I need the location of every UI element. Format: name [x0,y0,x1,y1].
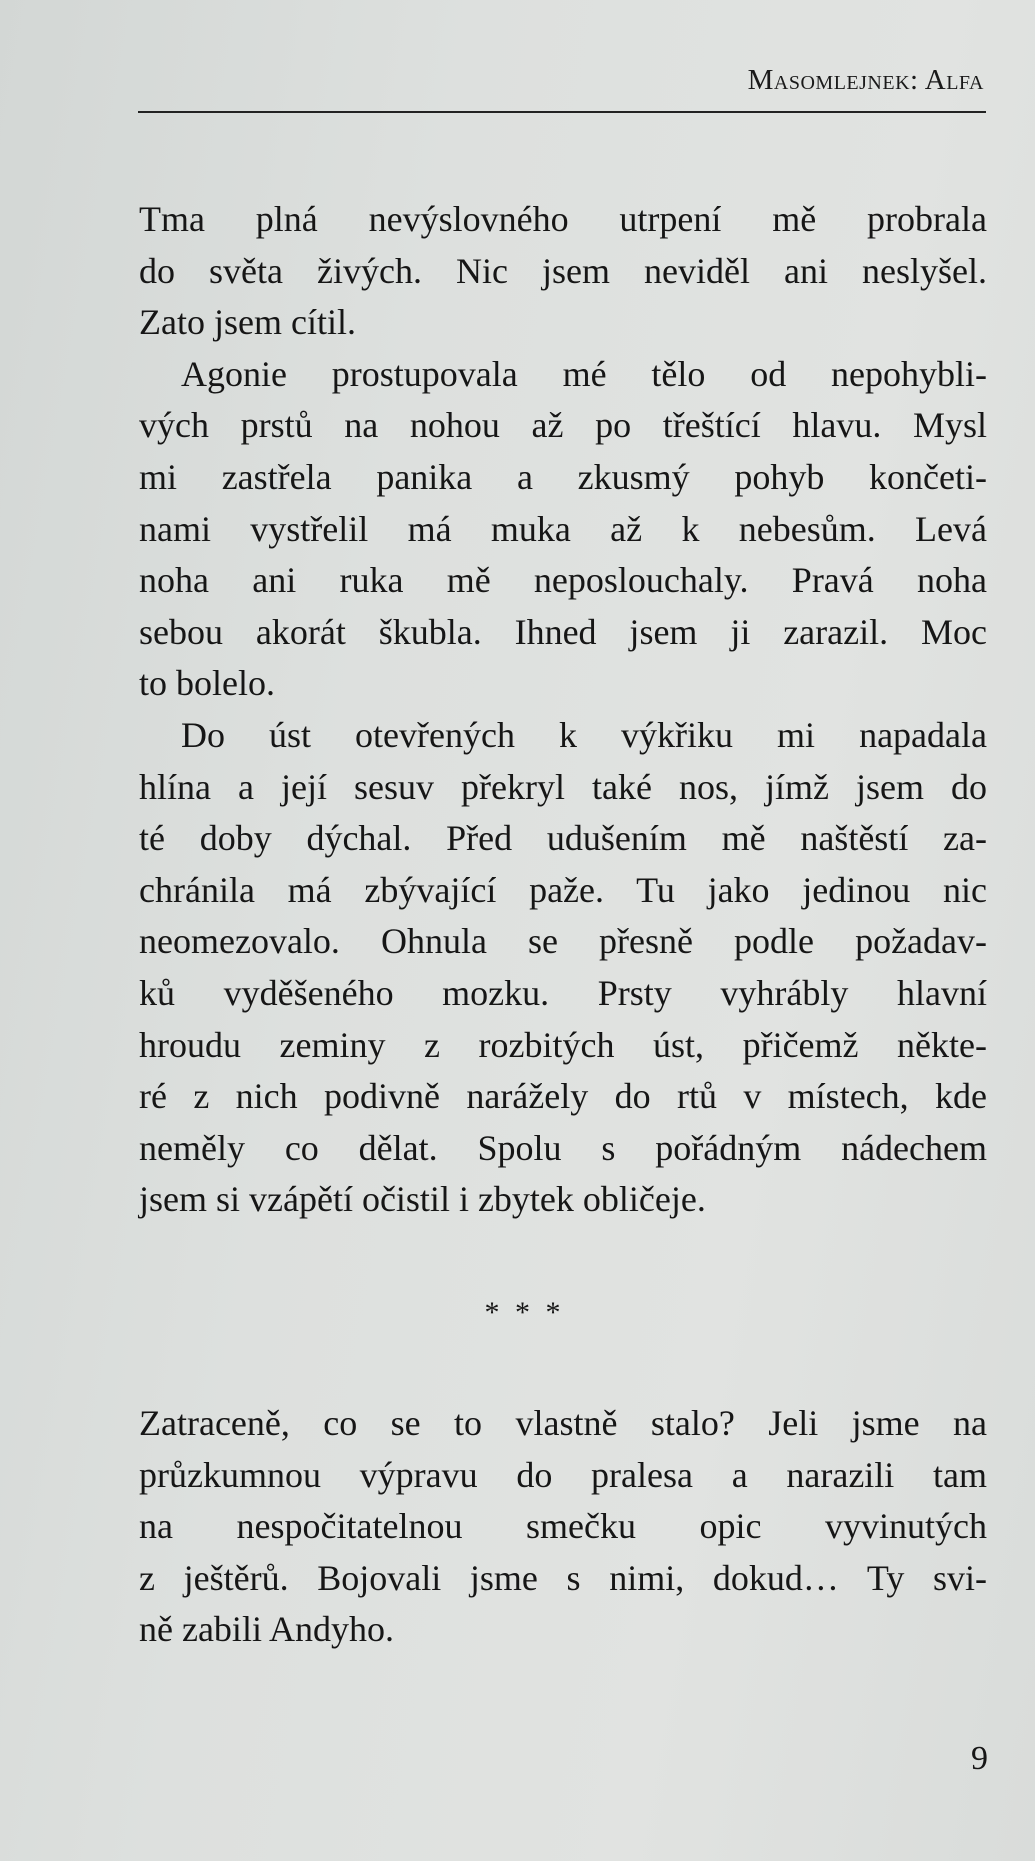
text-line: nami vystřelil má muka až k nebesům. Levá [139,508,987,549]
text-line: Zatraceně, co se to vlastně stalo? Jeli jsme na [139,1403,987,1443]
text-line: neměly co dělat. Spolu s pořádným nádechem [139,1127,987,1168]
text-line: Tma plná nevýslovného utrpení mě probrala [139,199,987,239]
text-line: sebou akorát škubla. Ihned jsem ji zarazil. Moc [139,611,987,652]
text-line: té doby dýchal. Před udušením mě naštěstí za- [139,818,987,859]
text-line: ků vyděšeného mozku. Prsty vyhrábly hlavní [139,972,987,1013]
text-line: průzkumnou výpravu do pralesa a narazili tam [139,1454,987,1495]
page-number: 9 [971,1740,988,1777]
text-line: to bolelo. [139,663,275,704]
text-line: ré z nich podivně narážely do rtů v místech, kde [139,1076,987,1117]
text-section-2 [139,1398,987,1656]
text-line: ně zabili Andyho. [139,1609,394,1650]
text-line: Agonie prostupovala mé tělo od nepohybli- [181,353,987,394]
text-line: noha ani ruka mě neposlouchaly. Pravá noha [139,560,987,601]
text-line: Do úst otevřených k výkřiku mi napadala [181,714,987,755]
text-line: do světa živých. Nic jsem neviděl ani neslyšel. [139,250,987,291]
text-line: z ještěrů. Bojovali jsme s nimi, dokud… Ty svi- [139,1557,987,1598]
text-line: hroudu zeminy z rozbitých úst, přičemž někte- [139,1024,987,1065]
text-section-1 [139,194,987,1226]
running-head: Masomlejnek: Alfa [747,64,984,96]
text-line: jsem si vzápětí očistil i zbytek obličeje. [139,1179,706,1220]
text-line: mi zastřela panika a zkusmý pohyb končeti- [139,456,987,497]
text-line: neomezovalo. Ohnula se přesně podle požadav- [139,921,987,962]
text-line: na nespočitatelnou smečku opic vyvinutých [139,1506,987,1547]
header-rule [138,111,986,113]
text-line: hlína a její sesuv překryl také nos, jímž jsem do [139,766,987,807]
section-separator: * * * [484,1296,565,1329]
text-line: Zato jsem cítil. [139,302,356,343]
text-line: vých prstů na nohou až po třeštící hlavu. Mysl [139,405,987,446]
text-line: chránila má zbývající paže. Tu jako jedinou nic [139,869,987,910]
